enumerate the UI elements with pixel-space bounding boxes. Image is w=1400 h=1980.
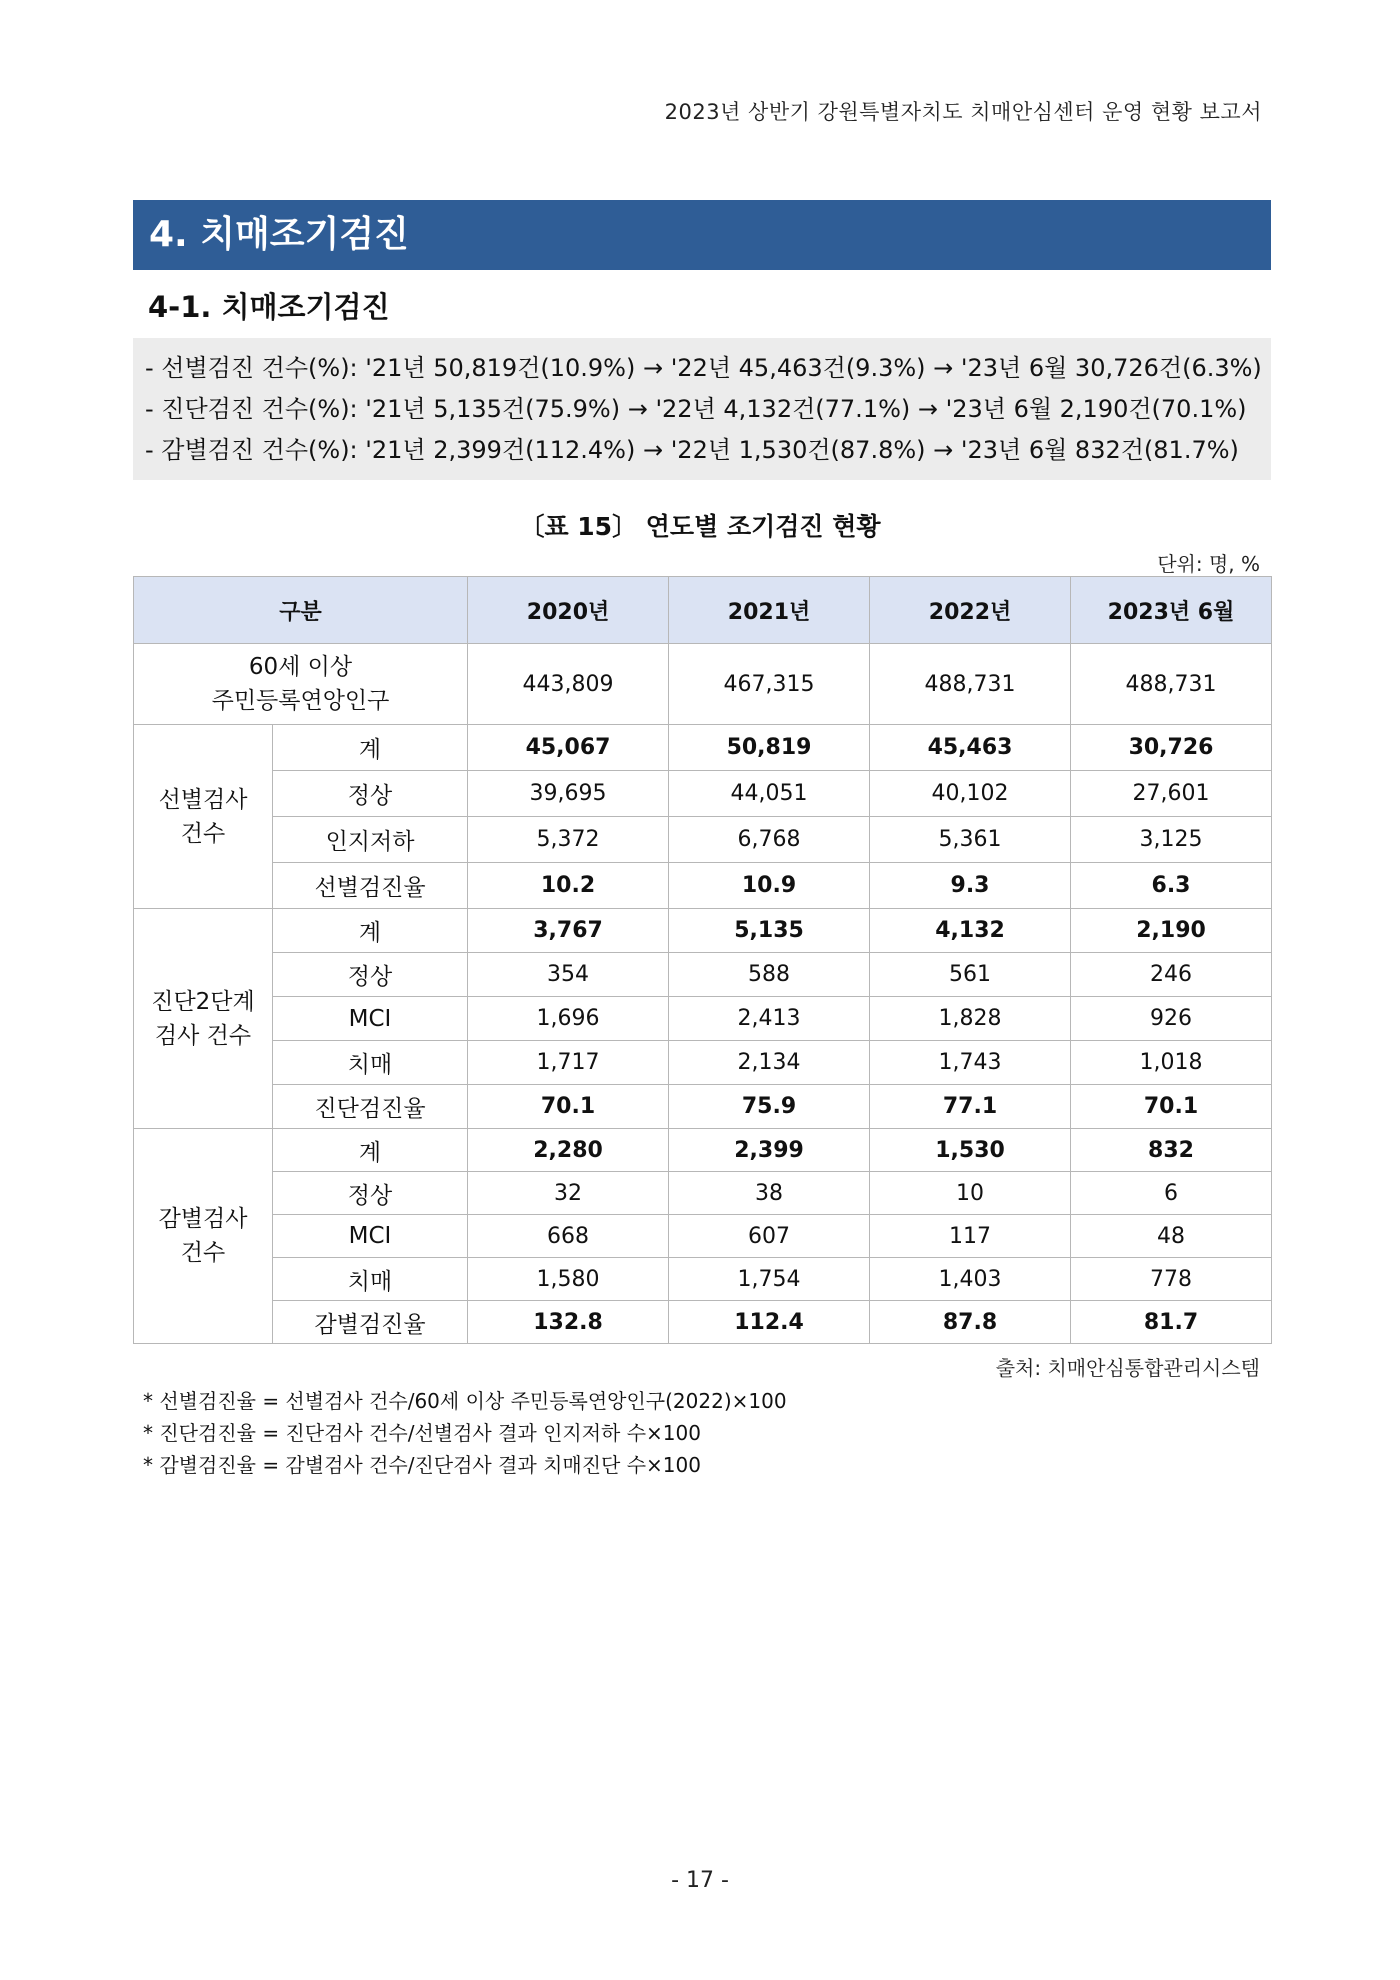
table-cell: 3,767 xyxy=(468,909,669,953)
table-cell: 926 xyxy=(1071,997,1272,1041)
section-title: 4. 치매조기검진 xyxy=(133,200,1271,270)
table-cell: 778 xyxy=(1071,1258,1272,1301)
table-row xyxy=(134,997,1272,1041)
table-cell: 1,743 xyxy=(870,1041,1071,1085)
table-cell: 1,828 xyxy=(870,997,1071,1041)
table-cell: 4,132 xyxy=(870,909,1071,953)
table-cell: 44,051 xyxy=(669,771,870,817)
row-label: 정상 xyxy=(273,1172,468,1215)
table-cell: 6,768 xyxy=(669,817,870,863)
screening-group-label-line1: 선별검사 xyxy=(158,786,248,813)
table-header-row xyxy=(134,577,1272,644)
table-cell: 27,601 xyxy=(1071,771,1272,817)
table-row xyxy=(134,725,1272,771)
table-cell: 112.4 xyxy=(669,1301,870,1344)
row-label: 감별검진율 xyxy=(273,1301,468,1344)
summary-box xyxy=(133,338,1271,480)
table-row xyxy=(134,1301,1272,1344)
screening-group-label xyxy=(134,725,273,909)
table-cell: 832 xyxy=(1071,1129,1272,1172)
screening-group-label-line2: 건수 xyxy=(180,820,226,847)
table-cell: 38 xyxy=(669,1172,870,1215)
table-cell: 48 xyxy=(1071,1215,1272,1258)
table-cell: 117 xyxy=(870,1215,1071,1258)
table-cell: 87.8 xyxy=(870,1301,1071,1344)
table-cell: 50,819 xyxy=(669,725,870,771)
table-cell: 30,726 xyxy=(1071,725,1272,771)
table-cell: 32 xyxy=(468,1172,669,1215)
table-row xyxy=(134,1172,1272,1215)
table-cell: 1,580 xyxy=(468,1258,669,1301)
table-row xyxy=(134,1085,1272,1129)
header-year-2020: 2020년 xyxy=(468,577,669,644)
row-label: 계 xyxy=(273,725,468,771)
row-label: 정상 xyxy=(273,953,468,997)
table-cell: 246 xyxy=(1071,953,1272,997)
table-cell: 45,463 xyxy=(870,725,1071,771)
row-label: 정상 xyxy=(273,771,468,817)
table-cell: 39,695 xyxy=(468,771,669,817)
table-cell: 9.3 xyxy=(870,863,1071,909)
table-cell: 77.1 xyxy=(870,1085,1071,1129)
table-cell: 668 xyxy=(468,1215,669,1258)
table-cell: 467,315 xyxy=(669,644,870,725)
table-cell: 561 xyxy=(870,953,1071,997)
table-cell: 2,280 xyxy=(468,1129,669,1172)
running-header: 2023년 상반기 강원특별자치도 치매안심센터 운영 현황 보고서 xyxy=(664,100,1262,124)
table-row xyxy=(134,817,1272,863)
header-year-2023-june: 2023년 6월 xyxy=(1071,577,1272,644)
table-cell: 40,102 xyxy=(870,771,1071,817)
table-source: 출처: 치매안심통합관리시스템 xyxy=(995,1356,1260,1380)
table-cell: 354 xyxy=(468,953,669,997)
diagnosis-group-label xyxy=(134,909,273,1129)
table-cell: 5,372 xyxy=(468,817,669,863)
table-cell: 70.1 xyxy=(1071,1085,1272,1129)
row-label: 치매 xyxy=(273,1258,468,1301)
row-label: 인지저하 xyxy=(273,817,468,863)
table-cell: 1,696 xyxy=(468,997,669,1041)
table-cell: 75.9 xyxy=(669,1085,870,1129)
row-label: MCI xyxy=(273,997,468,1041)
table-cell: 70.1 xyxy=(468,1085,669,1129)
row-label: 선별검진율 xyxy=(273,863,468,909)
footnotes xyxy=(143,1385,787,1481)
table-cell: 45,067 xyxy=(468,725,669,771)
header-year-2022: 2022년 xyxy=(870,577,1071,644)
summary-line-differential: - 감별검진 건수(%): '21년 2,399건(112.4%) → '22년 1,530건(87.8%) → '23년 6월 832건(81.7%) xyxy=(145,436,1239,464)
footnote-differential-rate: * 감별검진율 = 감별검사 건수/진단검사 결과 치매진단 수×100 xyxy=(143,1453,701,1477)
table-row xyxy=(134,1129,1272,1172)
table-cell: 5,135 xyxy=(669,909,870,953)
table-cell: 81.7 xyxy=(1071,1301,1272,1344)
table-cell: 2,399 xyxy=(669,1129,870,1172)
table-cell: 6 xyxy=(1071,1172,1272,1215)
differential-group-label xyxy=(134,1129,273,1344)
footnote-diagnosis-rate: * 진단검진율 = 진단검사 건수/선별검사 결과 인지저하 수×100 xyxy=(143,1421,701,1445)
table-cell: 1,018 xyxy=(1071,1041,1272,1085)
early-screening-table xyxy=(133,576,1272,1344)
table-row xyxy=(134,909,1272,953)
table-cell: 1,403 xyxy=(870,1258,1071,1301)
page-number: - 17 - xyxy=(671,1868,729,1893)
table-row xyxy=(134,1258,1272,1301)
row-label: 계 xyxy=(273,1129,468,1172)
table-cell: 6.3 xyxy=(1071,863,1272,909)
footnote-screening-rate: * 선별검진율 = 선별검사 건수/60세 이상 주민등록연앙인구(2022)×100 xyxy=(143,1389,787,1413)
unit-label: 단위: 명, % xyxy=(1157,552,1260,576)
table-row xyxy=(134,1041,1272,1085)
table-cell: 1,717 xyxy=(468,1041,669,1085)
header-year-2021: 2021년 xyxy=(669,577,870,644)
table-cell: 2,134 xyxy=(669,1041,870,1085)
table-cell: 5,361 xyxy=(870,817,1071,863)
population-label-line2: 주민등록연앙인구 xyxy=(211,688,390,714)
table-caption: 〔표 15〕 연도별 조기검진 현황 xyxy=(519,512,881,541)
table-cell: 1,754 xyxy=(669,1258,870,1301)
differential-group-label-line1: 감별검사 xyxy=(158,1206,248,1232)
row-label: 계 xyxy=(273,909,468,953)
table-cell: 1,530 xyxy=(870,1129,1071,1172)
table-cell: 488,731 xyxy=(1071,644,1272,725)
summary-line-diagnosis: - 진단검진 건수(%): '21년 5,135건(75.9%) → '22년 4,132건(77.1%) → '23년 6월 2,190건(70.1%) xyxy=(145,395,1247,423)
diagnosis-group-label-line1: 진단2단계 xyxy=(151,988,255,1015)
table-row-population xyxy=(134,644,1272,725)
population-label xyxy=(134,644,468,725)
table-cell: 488,731 xyxy=(870,644,1071,725)
diagnosis-group-label-line2: 검사 건수 xyxy=(154,1022,252,1049)
table-cell: 10.9 xyxy=(669,863,870,909)
table-cell: 588 xyxy=(669,953,870,997)
summary-line-screening: - 선별검진 건수(%): '21년 50,819건(10.9%) → '22년 45,463건(9.3%) → '23년 6월 30,726건(6.3%) xyxy=(145,354,1262,382)
differential-group-label-line2: 건수 xyxy=(180,1240,226,1266)
row-label: MCI xyxy=(273,1215,468,1258)
row-label: 진단검진율 xyxy=(273,1085,468,1129)
table-cell: 2,190 xyxy=(1071,909,1272,953)
table-cell: 3,125 xyxy=(1071,817,1272,863)
table-row xyxy=(134,863,1272,909)
subsection-title: 4-1. 치매조기검진 xyxy=(148,290,390,324)
table-row xyxy=(134,1215,1272,1258)
table-cell: 607 xyxy=(669,1215,870,1258)
header-category: 구분 xyxy=(134,577,468,644)
table-cell: 443,809 xyxy=(468,644,669,725)
population-label-line1: 60세 이상 xyxy=(248,654,353,680)
table-row xyxy=(134,953,1272,997)
table-cell: 10 xyxy=(870,1172,1071,1215)
table-row xyxy=(134,771,1272,817)
table-cell: 10.2 xyxy=(468,863,669,909)
table-cell: 2,413 xyxy=(669,997,870,1041)
row-label: 치매 xyxy=(273,1041,468,1085)
table-cell: 132.8 xyxy=(468,1301,669,1344)
